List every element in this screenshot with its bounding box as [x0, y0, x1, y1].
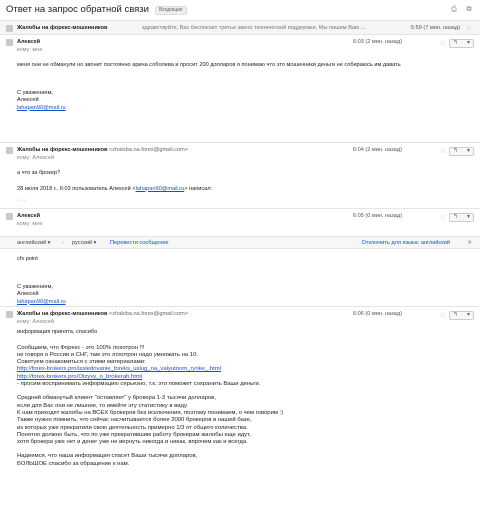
star-icon[interactable]: ☆ [465, 25, 472, 32]
reply-icon: ↰ [453, 40, 459, 47]
message-snippet: здравствуйте, Вас беспокоит третье звено технической поддержки. Мы пишем Вам ... [142, 25, 366, 31]
target-language-select[interactable]: русский ▾ [72, 240, 97, 246]
message-collapsed[interactable] [0, 20, 480, 34]
avatar [6, 39, 13, 46]
message-date: 6:06 (0 мин. назад) [352, 311, 402, 317]
source-language-select[interactable]: английский ▾ [17, 240, 51, 246]
reply-icon: ↰ [453, 312, 459, 319]
target-language-label: русский [72, 240, 93, 246]
translate-bar [0, 236, 480, 249]
recipient-line[interactable]: кому: Алексей [17, 155, 55, 161]
recipient-line[interactable]: кому: Алексей [17, 319, 55, 325]
avatar [6, 147, 13, 154]
more-dropdown-icon[interactable]: ▾ [466, 312, 470, 319]
body-line: из которых уже прекратили свою деятельность примерно 1/3 от общего количества. [17, 424, 248, 431]
arrow-right-icon: › [62, 240, 64, 246]
avatar [6, 25, 13, 32]
body-line: меня они не обманули но звонит постоянно арина соболева и просит 200 долларов я понимаю что это мошенники деньги не собираюсь им давать [17, 62, 401, 68]
more-dropdown-icon[interactable]: ▾ [466, 148, 470, 155]
body-line: Надеемся, что наша информация спасет Ваши тысячи долларов, [17, 453, 198, 460]
body-line: Сообщаем, что Форекс - это 100% лохотрон !!! [17, 344, 145, 351]
message-body [17, 329, 283, 468]
sender-name[interactable] [17, 147, 188, 155]
sender-name: Жалобы на форекс-мошенников [17, 25, 108, 31]
recipient-line[interactable]: кому: мне [17, 221, 43, 227]
message-actions [440, 213, 474, 222]
quote-text: 28 июля 2018 г., 6:03 пользователь Алексей < [17, 185, 136, 192]
sender-name[interactable] [17, 311, 188, 319]
message-body [17, 256, 66, 306]
reply-button[interactable] [449, 147, 474, 156]
translate-message-link[interactable]: Перевести сообщение [110, 240, 169, 246]
body-line: К нам приходят жалобы на ВСЕХ брокеров без исключения, поэтому понимаем, о чем говорим :) [17, 409, 284, 416]
message-actions [440, 311, 474, 320]
signature-name: Алексей [17, 97, 39, 104]
close-icon[interactable]: ✕ [467, 240, 472, 246]
body-line: БОЛЬШОЕ спасибо за обращение к нам. [17, 460, 130, 467]
body-line: Советуем ознакомиться с этими материалами: [17, 359, 146, 366]
new-window-icon[interactable]: ⧉ [466, 5, 472, 13]
body-line: не говоря о России и СНГ, там это лохотрон надо умножать на 10. [17, 351, 198, 358]
sender-email: <zhaloba.na.forex@gmail.com> [109, 311, 189, 317]
message-body [17, 62, 401, 112]
warning-block [17, 345, 283, 389]
body-line: если для Вас они не лишние, то имейте эту статистику в виду. [17, 402, 188, 409]
avatar [6, 213, 13, 220]
body-line: cfx point [17, 256, 38, 262]
body-line: а что за брокер? [17, 170, 61, 176]
statistics-block [17, 395, 283, 446]
more-dropdown-icon[interactable]: ▾ [466, 40, 470, 47]
thread-subject: Ответ на запрос обратной связи [6, 3, 149, 15]
star-icon[interactable]: ☆ [439, 214, 446, 221]
print-icon[interactable]: ⎙ [451, 5, 457, 13]
message-actions [440, 147, 474, 156]
reply-button[interactable] [449, 311, 474, 320]
body-line: Средний обманутый клиент "оставляет" у брокера 1-3 тысячи долларов, [17, 395, 216, 402]
message-actions [440, 39, 474, 48]
reply-button[interactable] [449, 213, 474, 222]
avatar [6, 311, 13, 318]
message-date: 5:59 (7 мин. назад) [410, 25, 460, 31]
subject-row [6, 4, 187, 16]
signature-line: С уважением, [17, 89, 53, 96]
message-expanded [0, 208, 480, 306]
message-body [17, 170, 212, 206]
reviews-link[interactable]: http://forex-brokers.pro/Otzyvy_o_brokerah.html [17, 373, 143, 380]
sender-name[interactable]: Алексей [17, 39, 41, 45]
message-expanded [0, 306, 480, 516]
show-trimmed-content-icon[interactable]: ··· [17, 197, 27, 205]
message-date: 6:03 (2 мин. назад) [352, 39, 402, 45]
more-dropdown-icon[interactable]: ▾ [466, 214, 470, 221]
disable-translation-link[interactable]: Отключить для языка: английский [361, 240, 450, 246]
reply-button[interactable] [449, 39, 474, 48]
sender-name[interactable]: Алексей [17, 213, 41, 219]
sender-name-text: Жалобы на форекс-мошенников [17, 147, 108, 153]
sender-email: <zhaloba.na.forex@gmail.com> [109, 147, 189, 153]
research-link[interactable]: http://forex-brokers.pro/issledovanie_foreks_uslug_na_valyutnom_rynke_.html [17, 366, 221, 373]
signature-line: С уважением, [17, 283, 53, 290]
body-intro: информация принята, спасибо [17, 329, 98, 335]
reply-icon: ↰ [453, 214, 459, 221]
message-date: 6:04 (2 мин. назад) [352, 147, 402, 153]
quote-email-link[interactable]: lahapan90@mail.ru [135, 185, 185, 192]
thread-toolbar [449, 5, 474, 14]
star-icon[interactable]: ☆ [439, 148, 446, 155]
message-expanded [0, 34, 480, 142]
quote-text-end: > написал: [184, 185, 213, 192]
message-date: 6:05 (0 мин. назад) [352, 213, 402, 219]
recipient-line[interactable]: кому: мне [17, 47, 43, 53]
quote-header [17, 186, 212, 194]
message-expanded [0, 142, 480, 208]
advice-line: - просим воспринимать информацию серьезно, т.к. это поможет сохранить Ваши деньги. [17, 381, 261, 388]
signature-name: Алексей [17, 291, 39, 298]
signature-email-link[interactable]: lahapan90@mail.ru [17, 104, 66, 111]
body-line: Также нужно помнить, что сейчас насчитывается более 2000 брокеров в нашей базе, [17, 417, 252, 424]
closing-block [17, 453, 283, 468]
body-line: хотя брокера уже нет и денег уже не вернуть никогда и никак, впрочем как и всегда. [17, 439, 248, 446]
sender-name-text: Жалобы на форекс-мошенников [17, 311, 108, 317]
star-icon[interactable]: ☆ [439, 312, 446, 319]
body-line: Понятно должно быть, что по уже прекратившим работу брокерам жалобы еще идут, [17, 431, 251, 438]
star-icon[interactable]: ☆ [439, 40, 446, 47]
signature-email-link[interactable]: lahapan90@mail.ru [17, 298, 66, 305]
label-chip[interactable]: Входящие [155, 6, 187, 15]
reply-icon: ↰ [453, 148, 459, 155]
source-language-label: английский [17, 240, 47, 246]
